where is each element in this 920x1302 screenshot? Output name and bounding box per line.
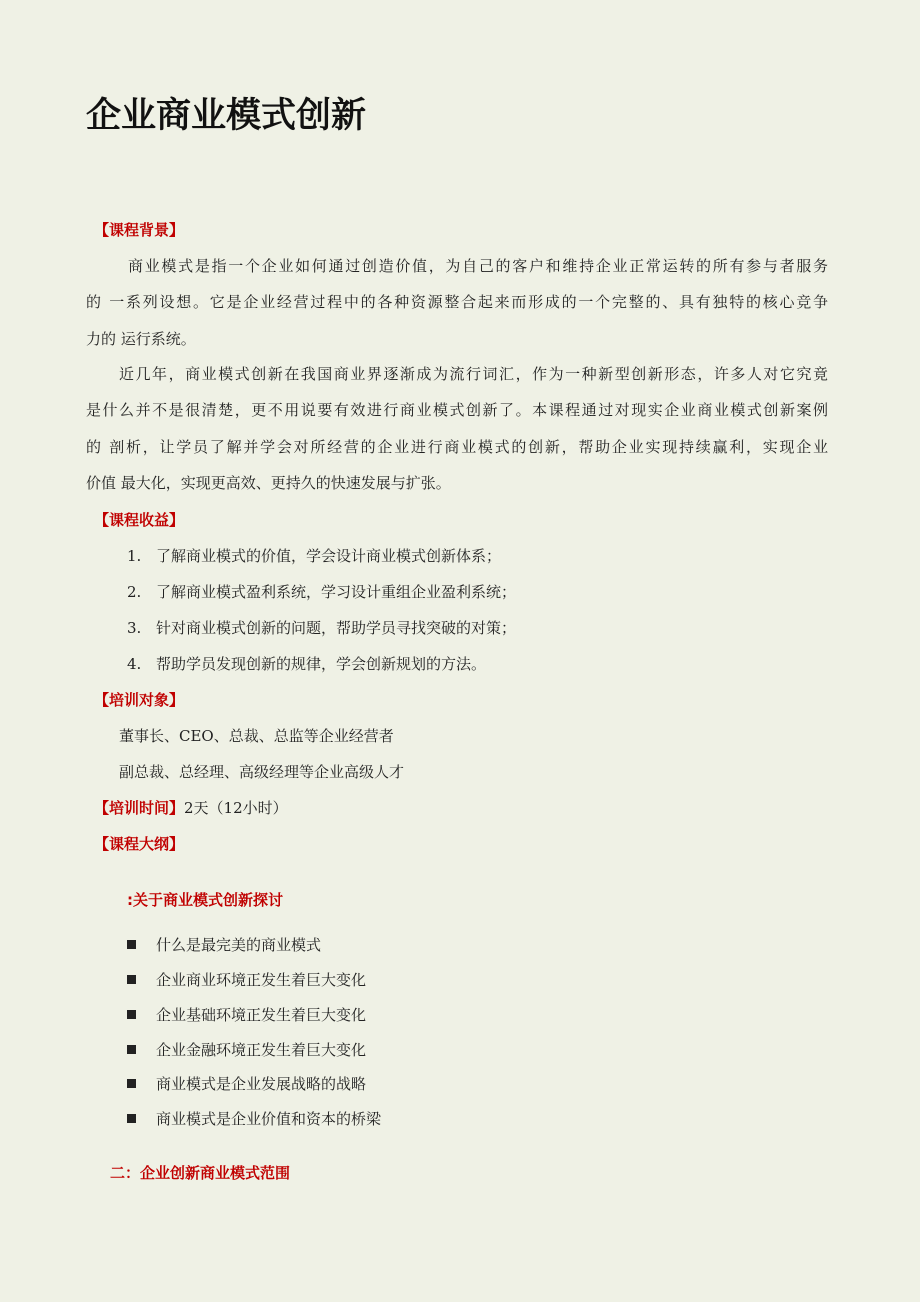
section-heading-audience: 【培训对象】: [94, 691, 185, 709]
square-bullet-icon: [127, 1010, 136, 1019]
list-item-text: 针对商业模式创新的问题，帮助学员寻找突破的对策；: [156, 619, 517, 637]
bullet-item: [127, 1039, 366, 1061]
bullet-item-text: 企业金融环境正发生着巨大变化: [156, 1041, 367, 1059]
list-item-number: 4.: [127, 655, 142, 673]
paragraph-line: 是什么并不是很清楚，更不用说要有效进行商业模式创新了。本课程通过对现实企业商业模式创新案例: [86, 401, 828, 420]
paragraph-line: 商业模式是指一个企业如何通过创造价值，为自己的客户和维持企业正常运转的所有参与者服务: [128, 257, 828, 275]
bullet-item: [127, 1073, 366, 1095]
audience-line: 副总裁、总经理、高级经理等企业高级人才: [119, 763, 405, 781]
list-item-text: 了解商业模式盈利系统，学习设计重组企业盈利系统；: [156, 583, 517, 601]
outline-part-heading: :关于商业模式创新探讨: [127, 891, 283, 909]
list-item-text: 帮助学员发现创新的规律，学会创新规划的方法。: [156, 655, 487, 673]
background-paragraph-2: [86, 356, 828, 502]
outline-part-heading: 二：企业创新商业模式范围: [110, 1164, 291, 1182]
paragraph-line: 近几年，商业模式创新在我国商业界逐渐成为流行词汇，作为一种新型创新形态，许多人对它究竟: [119, 365, 828, 383]
list-item: [127, 617, 516, 639]
background-paragraph-1: [86, 248, 828, 357]
bullet-item-text: 企业基础环境正发生着巨大变化: [156, 1006, 367, 1024]
square-bullet-icon: [127, 1079, 136, 1088]
section-heading-outline: 【课程大纲】: [94, 835, 185, 853]
bullet-item-text: 企业商业环境正发生着巨大变化: [156, 971, 367, 989]
paragraph-line: 价值 最大化，实现更高效、更持久的快速发展与扩张。: [86, 474, 451, 493]
paragraph-line: 的 剖析，让学员了解并学会对所经营的企业进行商业模式的创新，帮助企业实现持续赢利，实现企业: [86, 437, 828, 456]
bullet-item-text: 商业模式是企业发展战略的战略: [156, 1075, 367, 1093]
section-heading-duration: [94, 797, 288, 819]
list-item: [127, 545, 501, 567]
duration-label: 【培训时间】: [94, 799, 185, 817]
audience-line: 董事长、CEO、总裁、总监等企业经营者: [119, 727, 394, 745]
list-item: [127, 653, 486, 675]
square-bullet-icon: [127, 1045, 136, 1054]
list-item-text: 了解商业模式的价值，学会设计商业模式创新体系；: [156, 547, 502, 565]
list-item-number: 2.: [127, 583, 142, 601]
section-heading-benefits: 【课程收益】: [94, 511, 185, 529]
bullet-item: [127, 969, 366, 991]
bullet-item-text: 什么是最完美的商业模式: [156, 936, 322, 954]
bullet-item: [127, 1004, 366, 1026]
square-bullet-icon: [127, 1114, 136, 1123]
square-bullet-icon: [127, 975, 136, 984]
page-title: 企业商业模式创新: [86, 96, 367, 136]
bullet-item: [127, 934, 321, 956]
list-item-number: 3.: [127, 619, 142, 637]
bullet-item: [127, 1108, 381, 1130]
paragraph-line: 的 一系列设想。它是企业经营过程中的各种资源整合起来而形成的一个完整的、具有独特的核心竞争: [86, 293, 828, 312]
bullet-item-text: 商业模式是企业价值和资本的桥梁: [156, 1110, 382, 1128]
section-heading-background: 【课程背景】: [94, 221, 185, 239]
paragraph-line: 力的 运行系统。: [86, 329, 196, 348]
square-bullet-icon: [127, 940, 136, 949]
list-item-number: 1.: [127, 547, 142, 565]
list-item: [127, 581, 516, 603]
duration-value: 2天（12小时）: [184, 799, 288, 817]
